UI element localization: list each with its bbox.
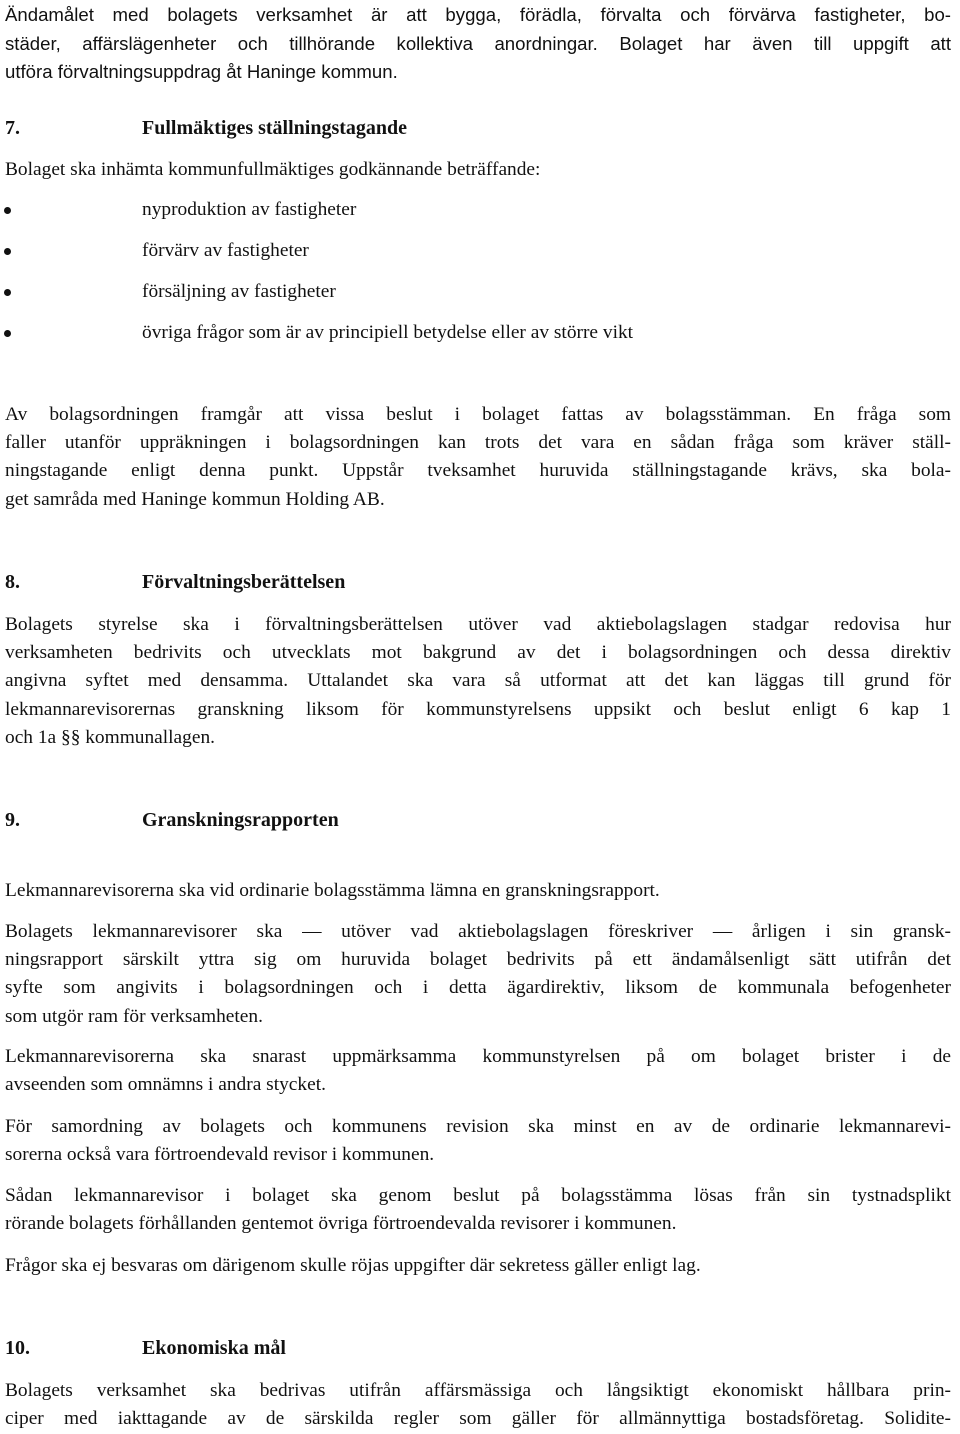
bullet-icon: [4, 207, 11, 214]
list-item: [0, 319, 960, 360]
section-9-paragraph-4: [5, 1113, 951, 1169]
text-line: rörande bolagets förhållanden gentemot övriga förtroendevalda revisorer i kommunen.: [5, 1213, 677, 1235]
text-line: Bolagets verksamhet ska bedrivas utifrån affärsmässiga och långsiktigt ekonomiskt hållbara prin-: [5, 1380, 951, 1401]
text-line: Bolagets styrelse ska i förvaltningsberättelsen utöver vad aktiebolagslagen stadgar redovisa hur: [5, 614, 951, 635]
text-line: utföra förvaltningsuppdrag åt Haninge kommun.: [5, 61, 398, 82]
text-line: För samordning av bolagets och kommunens revision ska minst en av de ordinarie lekmannarevi-: [5, 1116, 951, 1137]
text-line: Sådan lekmannarevisor i bolaget ska genom beslut på bolagsstämma lösas från sin tystnadsplikt: [5, 1185, 951, 1206]
section-title: Förvaltningsberättelsen: [142, 571, 346, 593]
section-title: Ekonomiska mål: [142, 1337, 286, 1359]
section-9-paragraph-5: [5, 1182, 951, 1238]
section-title: Granskningsrapporten: [142, 809, 339, 831]
text-line: ningstagande enligt denna punkt. Uppstår tveksamhet huruvida ställningstagande krävs, ska bola-: [5, 460, 951, 482]
section-9-paragraph-1: [5, 877, 951, 905]
text-line: Bolaget ska inhämta kommunfullmäktiges godkännande beträffande:: [5, 159, 541, 180]
section-title: Fullmäktiges ställningstagande: [142, 117, 408, 139]
text-line: get samråda med Haninge kommun Holding AB.: [5, 488, 385, 510]
list-item: [0, 237, 960, 278]
list-item-text: nyproduktion av fastigheter: [142, 199, 357, 220]
section-8-paragraph: [5, 611, 951, 752]
list-item-text: övriga frågor som är av principiell betydelse eller av större vikt: [142, 322, 634, 343]
text-line: Frågor ska ej besvaras om därigenom skulle röjas uppgifter där sekretess gäller enligt lag.: [5, 1255, 701, 1276]
text-line: syfte som angivits i bolagsordningen och i detta ägardirektiv, liksom de kommunala befogenheter: [5, 977, 951, 999]
text-line: städer, affärslägenheter och tillhörande kollektiva anordningar. Bolaget har även till uppgift att: [5, 32, 951, 54]
section-number: 7.: [5, 117, 20, 139]
section-7-lead: [5, 156, 951, 184]
text-line: Av bolagsordningen framgår att vissa beslut i bolaget fattas av bolagsstämman. En fråga som: [5, 404, 951, 425]
section-number: 9.: [5, 809, 20, 831]
intro-paragraph: [5, 1, 951, 87]
section-9-paragraph-3: [5, 1043, 951, 1099]
bullet-icon: [4, 248, 11, 255]
text-line: sorerna också vara förtroendevald revisor i kommunen.: [5, 1144, 435, 1166]
bullet-icon: [4, 289, 11, 296]
section-9-paragraph-2: [5, 918, 951, 1031]
text-line: Bolagets lekmannarevisorer ska — utöver vad aktiebolagslagen föreskriver — årligen i sin gransk-: [5, 921, 951, 942]
bullet-icon: [4, 330, 11, 337]
text-line: Lekmannarevisorerna ska vid ordinarie bolagsstämma lämna en granskningsrapport.: [5, 880, 660, 901]
text-line: Ändamålet med bolagets verksamhet är att bygga, förädla, förvalta och förvärva fastigheter, bo-: [5, 4, 951, 25]
text-line: verksamheten bedrivits och utvecklats mot bakgrund av det i bolagsordningen och dessa direktiv: [5, 642, 951, 664]
list-item: [0, 278, 960, 319]
text-line: som utgör ram för verksamheten.: [5, 1005, 263, 1027]
list-item-text: förvärv av fastigheter: [142, 240, 309, 261]
section-10-paragraph: [5, 1377, 951, 1433]
text-line: Lekmannarevisorerna ska snarast uppmärksamma kommunstyrelsen på om bolaget brister i de: [5, 1046, 951, 1067]
text-line: ningsrapport särskilt yttra sig om huruvida bolaget bedrivits på ett ändamålsenligt sätt utifrån det: [5, 949, 951, 971]
text-line: lekmannarevisorernas granskning liksom för kommunstyrelsens uppsikt och beslut enligt 6 kap 1: [5, 698, 951, 720]
text-line: faller utanför uppräkningen i bolagsordningen kan trots det vara en sådan fråga som kräver ställ-: [5, 432, 951, 454]
text-line: och 1a §§ kommunallagen.: [5, 726, 216, 748]
text-line: avseenden som omnämns i andra stycket.: [5, 1074, 326, 1096]
list-item: [0, 196, 960, 237]
section-9-paragraph-6: [5, 1252, 951, 1280]
text-line: angivna syftet med densamma. Uttalandet ska vara så utformat att det kan läggas till grund för: [5, 670, 951, 692]
section-number: 8.: [5, 571, 20, 593]
text-line: ciper med iakttagande av de särskilda regler som gäller för allmännyttiga bostadsföretag. Solidite-: [5, 1408, 951, 1430]
section-7-paragraph: [5, 401, 951, 514]
section-7-bullet-list: [0, 196, 960, 360]
list-item-text: försäljning av fastigheter: [142, 281, 336, 302]
section-number: 10.: [5, 1337, 30, 1359]
